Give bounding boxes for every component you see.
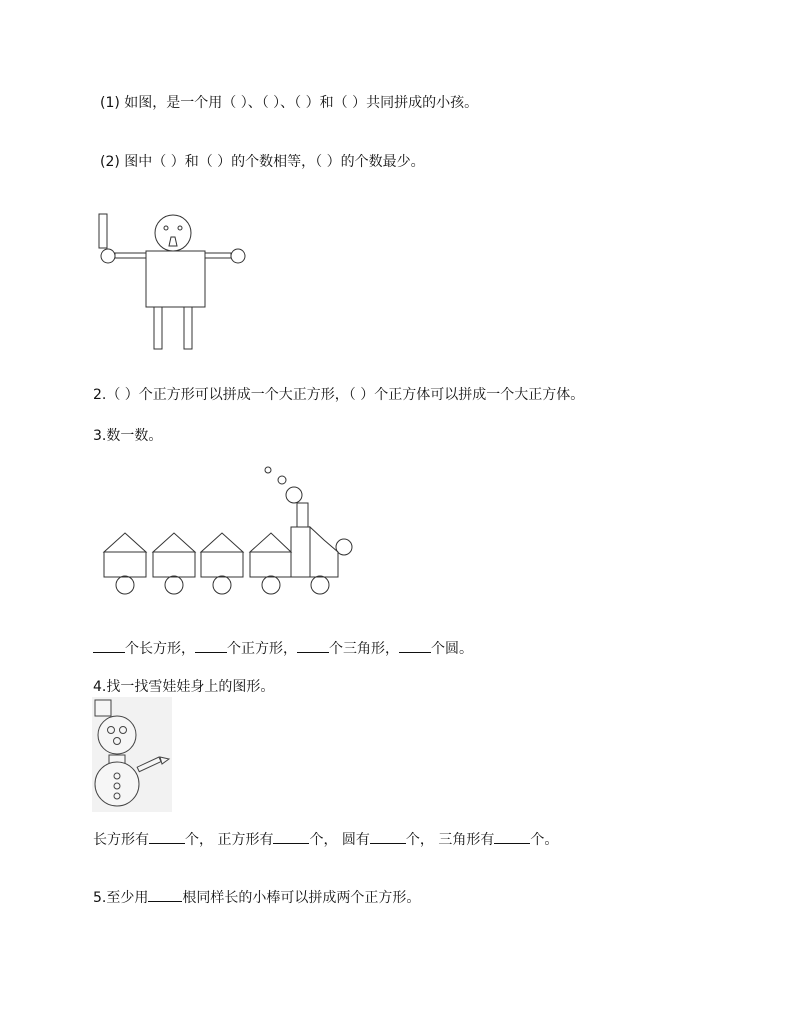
hat-square xyxy=(95,700,111,716)
car1-body-rect xyxy=(104,552,146,577)
car3-body-rect xyxy=(201,552,243,577)
q3-blank-1[interactable] xyxy=(93,638,125,653)
q4-fill-prefix: 圆有 xyxy=(341,832,370,848)
left-eye-circle xyxy=(164,226,168,230)
q4-fill-prefix: 正方形有 xyxy=(217,832,274,848)
smoke-medium-circle xyxy=(278,476,286,484)
smoke-small-circle xyxy=(265,467,271,473)
raised-arm-rect xyxy=(99,214,107,248)
engine-lamp-circle xyxy=(336,539,352,555)
q4-title: 4.找一找雪娃娃身上的图形。 xyxy=(93,679,275,695)
q3-title: 3.数一数。 xyxy=(93,428,163,444)
stick-arm-rect xyxy=(137,757,161,772)
snowman-figure xyxy=(92,697,172,812)
car2-wheel-circle xyxy=(165,576,183,594)
car4-roof-triangle xyxy=(250,533,291,552)
engine-front-shape xyxy=(310,527,338,577)
q4-fill-suffix: 个， xyxy=(185,832,213,848)
shape-child-figure xyxy=(95,208,255,353)
left-leg-rect xyxy=(154,307,162,349)
car3-wheel-circle xyxy=(213,576,231,594)
car1-roof-triangle xyxy=(104,533,146,552)
q1-part2: (2) 图中（ ）和（ ）的个数相等，（ ）的个数最少。 xyxy=(100,154,425,170)
right-arm-rect xyxy=(205,253,231,258)
button-circle xyxy=(114,773,120,779)
q3-fill-label: 个正方形， xyxy=(227,641,297,657)
car4-body-rect xyxy=(250,552,291,577)
nose-trapezoid xyxy=(169,237,177,246)
q3-blank-2[interactable] xyxy=(195,638,227,653)
snowman-head-circle xyxy=(98,716,136,754)
car2-body-rect xyxy=(153,552,195,577)
q5-blank[interactable] xyxy=(148,887,182,902)
chimney-rect xyxy=(297,503,308,527)
stick-tip-triangle xyxy=(160,757,169,764)
q1-part1: (1) 如图，是一个用（ ）、（ ）、（ ）和（ ）共同拼成的小孩。 xyxy=(100,95,479,111)
car4-wheel-circle xyxy=(262,576,280,594)
car2-roof-triangle xyxy=(153,533,195,552)
right-eye-circle xyxy=(178,226,182,230)
snowman-eye-circle xyxy=(108,727,115,734)
car1-wheel-circle xyxy=(116,576,134,594)
q5-line xyxy=(93,887,420,907)
body-square xyxy=(146,251,205,307)
q4-fill-prefix: 三角形有 xyxy=(438,832,495,848)
snowman-eye-circle xyxy=(120,727,127,734)
q4-blank-2[interactable] xyxy=(273,829,309,844)
button-circle xyxy=(114,793,120,799)
q4-blank-4[interactable] xyxy=(494,829,530,844)
q2-text: 2.（ ）个正方形可以拼成一个大正方形，（ ）个正方体可以拼成一个大正方体。 xyxy=(93,387,585,403)
snowman-nose-circle xyxy=(114,738,121,745)
left-hand-circle xyxy=(101,249,115,263)
smoke-large-circle xyxy=(286,487,302,503)
q3-blank-4[interactable] xyxy=(399,638,431,653)
engine-wheel-circle xyxy=(311,576,329,594)
right-leg-rect xyxy=(184,307,192,349)
engine-cab-rect xyxy=(291,527,310,577)
left-arm-rect xyxy=(115,253,146,258)
car3-roof-triangle xyxy=(201,533,243,552)
q4-blank-1[interactable] xyxy=(149,829,185,844)
q3-fill-label: 个圆。 xyxy=(431,641,473,657)
q5-suffix: 根同样长的小棒可以拼成两个正方形。 xyxy=(182,890,421,906)
q4-fill-prefix: 长方形有 xyxy=(93,832,149,848)
button-circle xyxy=(114,783,120,789)
q4-fill-suffix: 个， xyxy=(309,832,338,848)
shape-train-figure xyxy=(98,462,368,602)
q3-blank-3[interactable] xyxy=(297,638,329,653)
q4-fill-suffix: 个。 xyxy=(530,832,559,848)
q4-fill-suffix: 个， xyxy=(405,832,434,848)
q3-fill-label: 个三角形， xyxy=(329,641,399,657)
q3-fill-line xyxy=(93,638,473,658)
right-hand-circle xyxy=(231,249,245,263)
q3-fill-label: 个长方形， xyxy=(125,641,195,657)
q5-prefix: 5.至少用 xyxy=(93,890,149,906)
q4-fill-line xyxy=(93,829,558,849)
q4-blank-3[interactable] xyxy=(370,829,406,844)
